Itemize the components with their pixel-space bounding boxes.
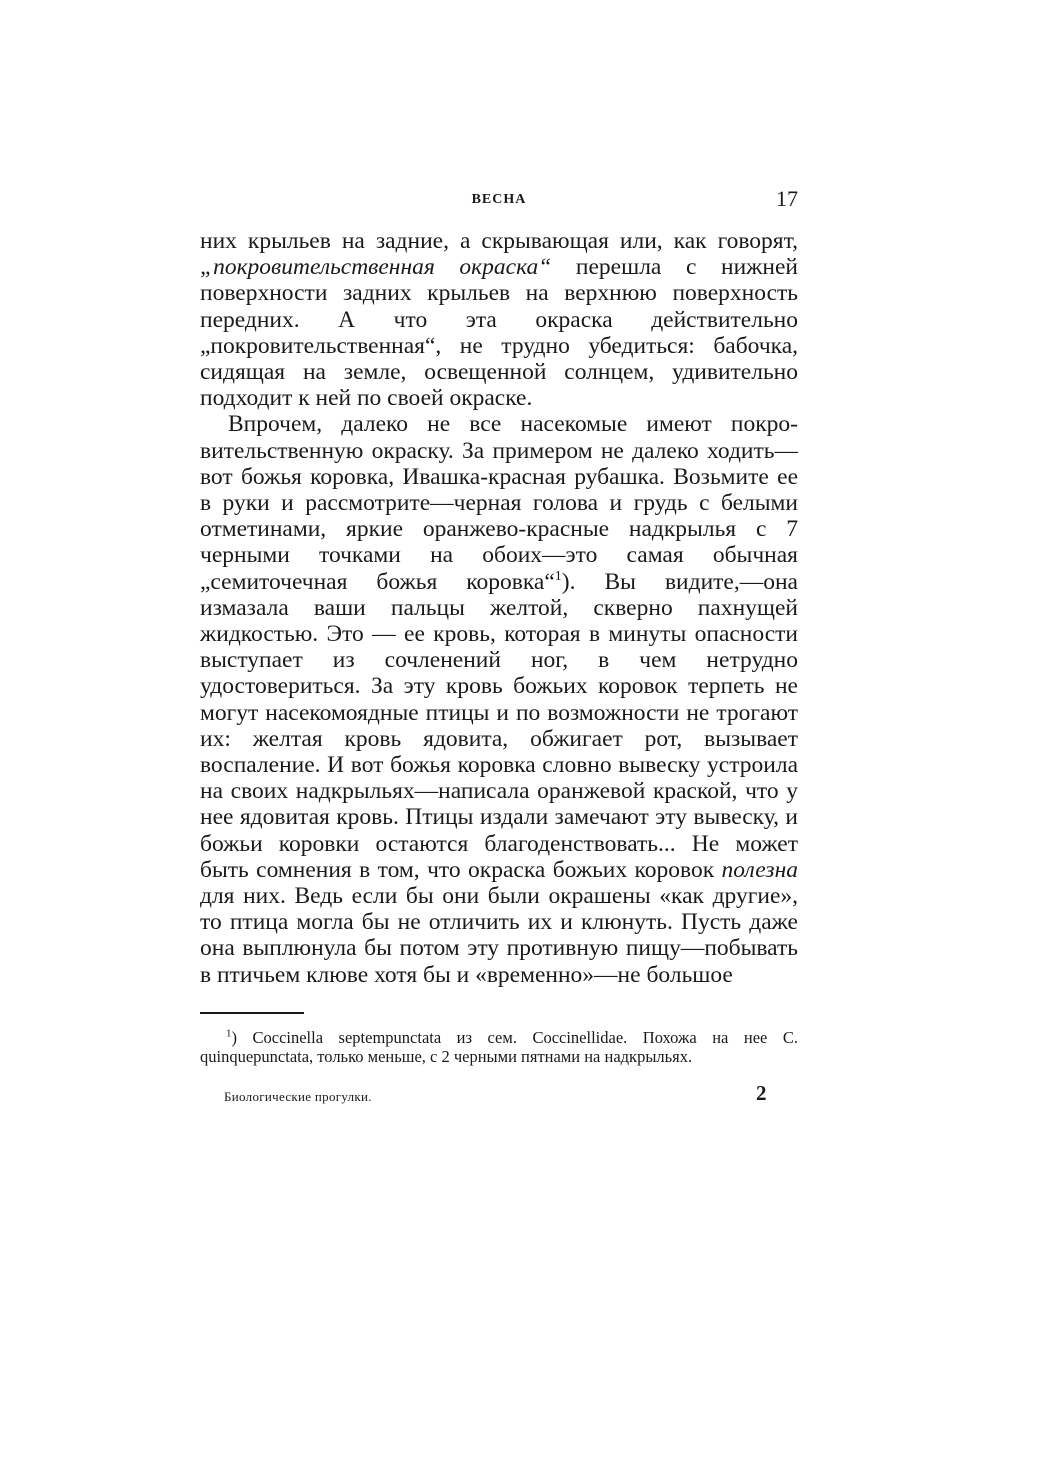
paragraph-1	[200, 228, 798, 411]
paragraph-2-text-a: Впрочем, далеко не все насекомые имеют покровительственную окраску. За примером не далеко ходить—вот божья коровка, Ивашка-красная рубашка. Возьмите ее в руки и рассмотрите—черная голова и грудь с белыми отметинами, яркие оранжево-красные надкрылья с 7 черными точками на обоих—это самая обычная „семиточечная божья коровка“	[200, 411, 798, 595]
paragraph-2-text-c: для них. Ведь если бы они были окрашены «как другие», то птица могла бы не отличить их и клюнуть. Пусть даже она выплюнула бы потом эту противную пищу—побывать в птичьем клюве хотя бы и «временно»—не большое	[200, 883, 798, 988]
signature-mark: 2	[756, 1080, 767, 1105]
page-number: 17	[776, 186, 798, 211]
signature-line	[200, 1081, 798, 1111]
paragraph-1-text-b: перешла с нижней поверхности задних крыльев на верхнюю поверхность передних. А что эта окраска действительно „покровительственная“, не трудно убедиться: бабочка, сидящая на земле, освещенной солнцем, удивительно подходит к ней по своей окраске.	[200, 254, 798, 412]
footnote-marker: 1	[226, 1027, 232, 1040]
paragraph-2-italic-term: полезна	[721, 856, 798, 883]
paragraph-2-text-b: ). Вы видите,—она измазала ваши пальцы желтой, скверно пахнущей жидкостью. Это — ее кровь, которая в минуты опасности выступает из сочленений ног, в чем нетрудно удостовериться. За эту кровь божьих коровок терпеть не могут насекомоядные птицы и по возможности не трогают их: желтая кровь ядовита, обжигает рот, вызывает воспаление. И вот божья коровка словно вывеску устроила на своих надкрыльях—написала оранжевой краской, что у нее ядовитая кровь. Птицы издали замечают эту вывеску, и божьи коровки остаются благоденствовать... Не может быть сомнения в том, что окраска божьих коровок	[200, 568, 798, 883]
footnote-reference[interactable]: 1	[554, 568, 562, 584]
paragraph-1-italic-term: „покровительственная окраска“	[200, 254, 552, 281]
footnote-text: ) Coccinella septempunctata из сем. Coccinellidae. Похожа на нее C. quinquepunctata, только меньше, с 2 черными пятнами на надкрыльях.	[200, 1027, 798, 1067]
footnote-divider	[200, 1012, 304, 1014]
paragraph-1-text-a: них крыльев на задние, а скрывающая или, как говорят,	[200, 228, 798, 254]
running-title: ВЕСНА	[471, 192, 527, 207]
footnote	[200, 1028, 798, 1067]
book-page	[200, 186, 798, 1111]
paragraph-2	[200, 411, 798, 987]
signature-title: Биологические прогулки.	[224, 1088, 372, 1104]
running-head	[200, 186, 798, 216]
body-text	[200, 228, 798, 988]
